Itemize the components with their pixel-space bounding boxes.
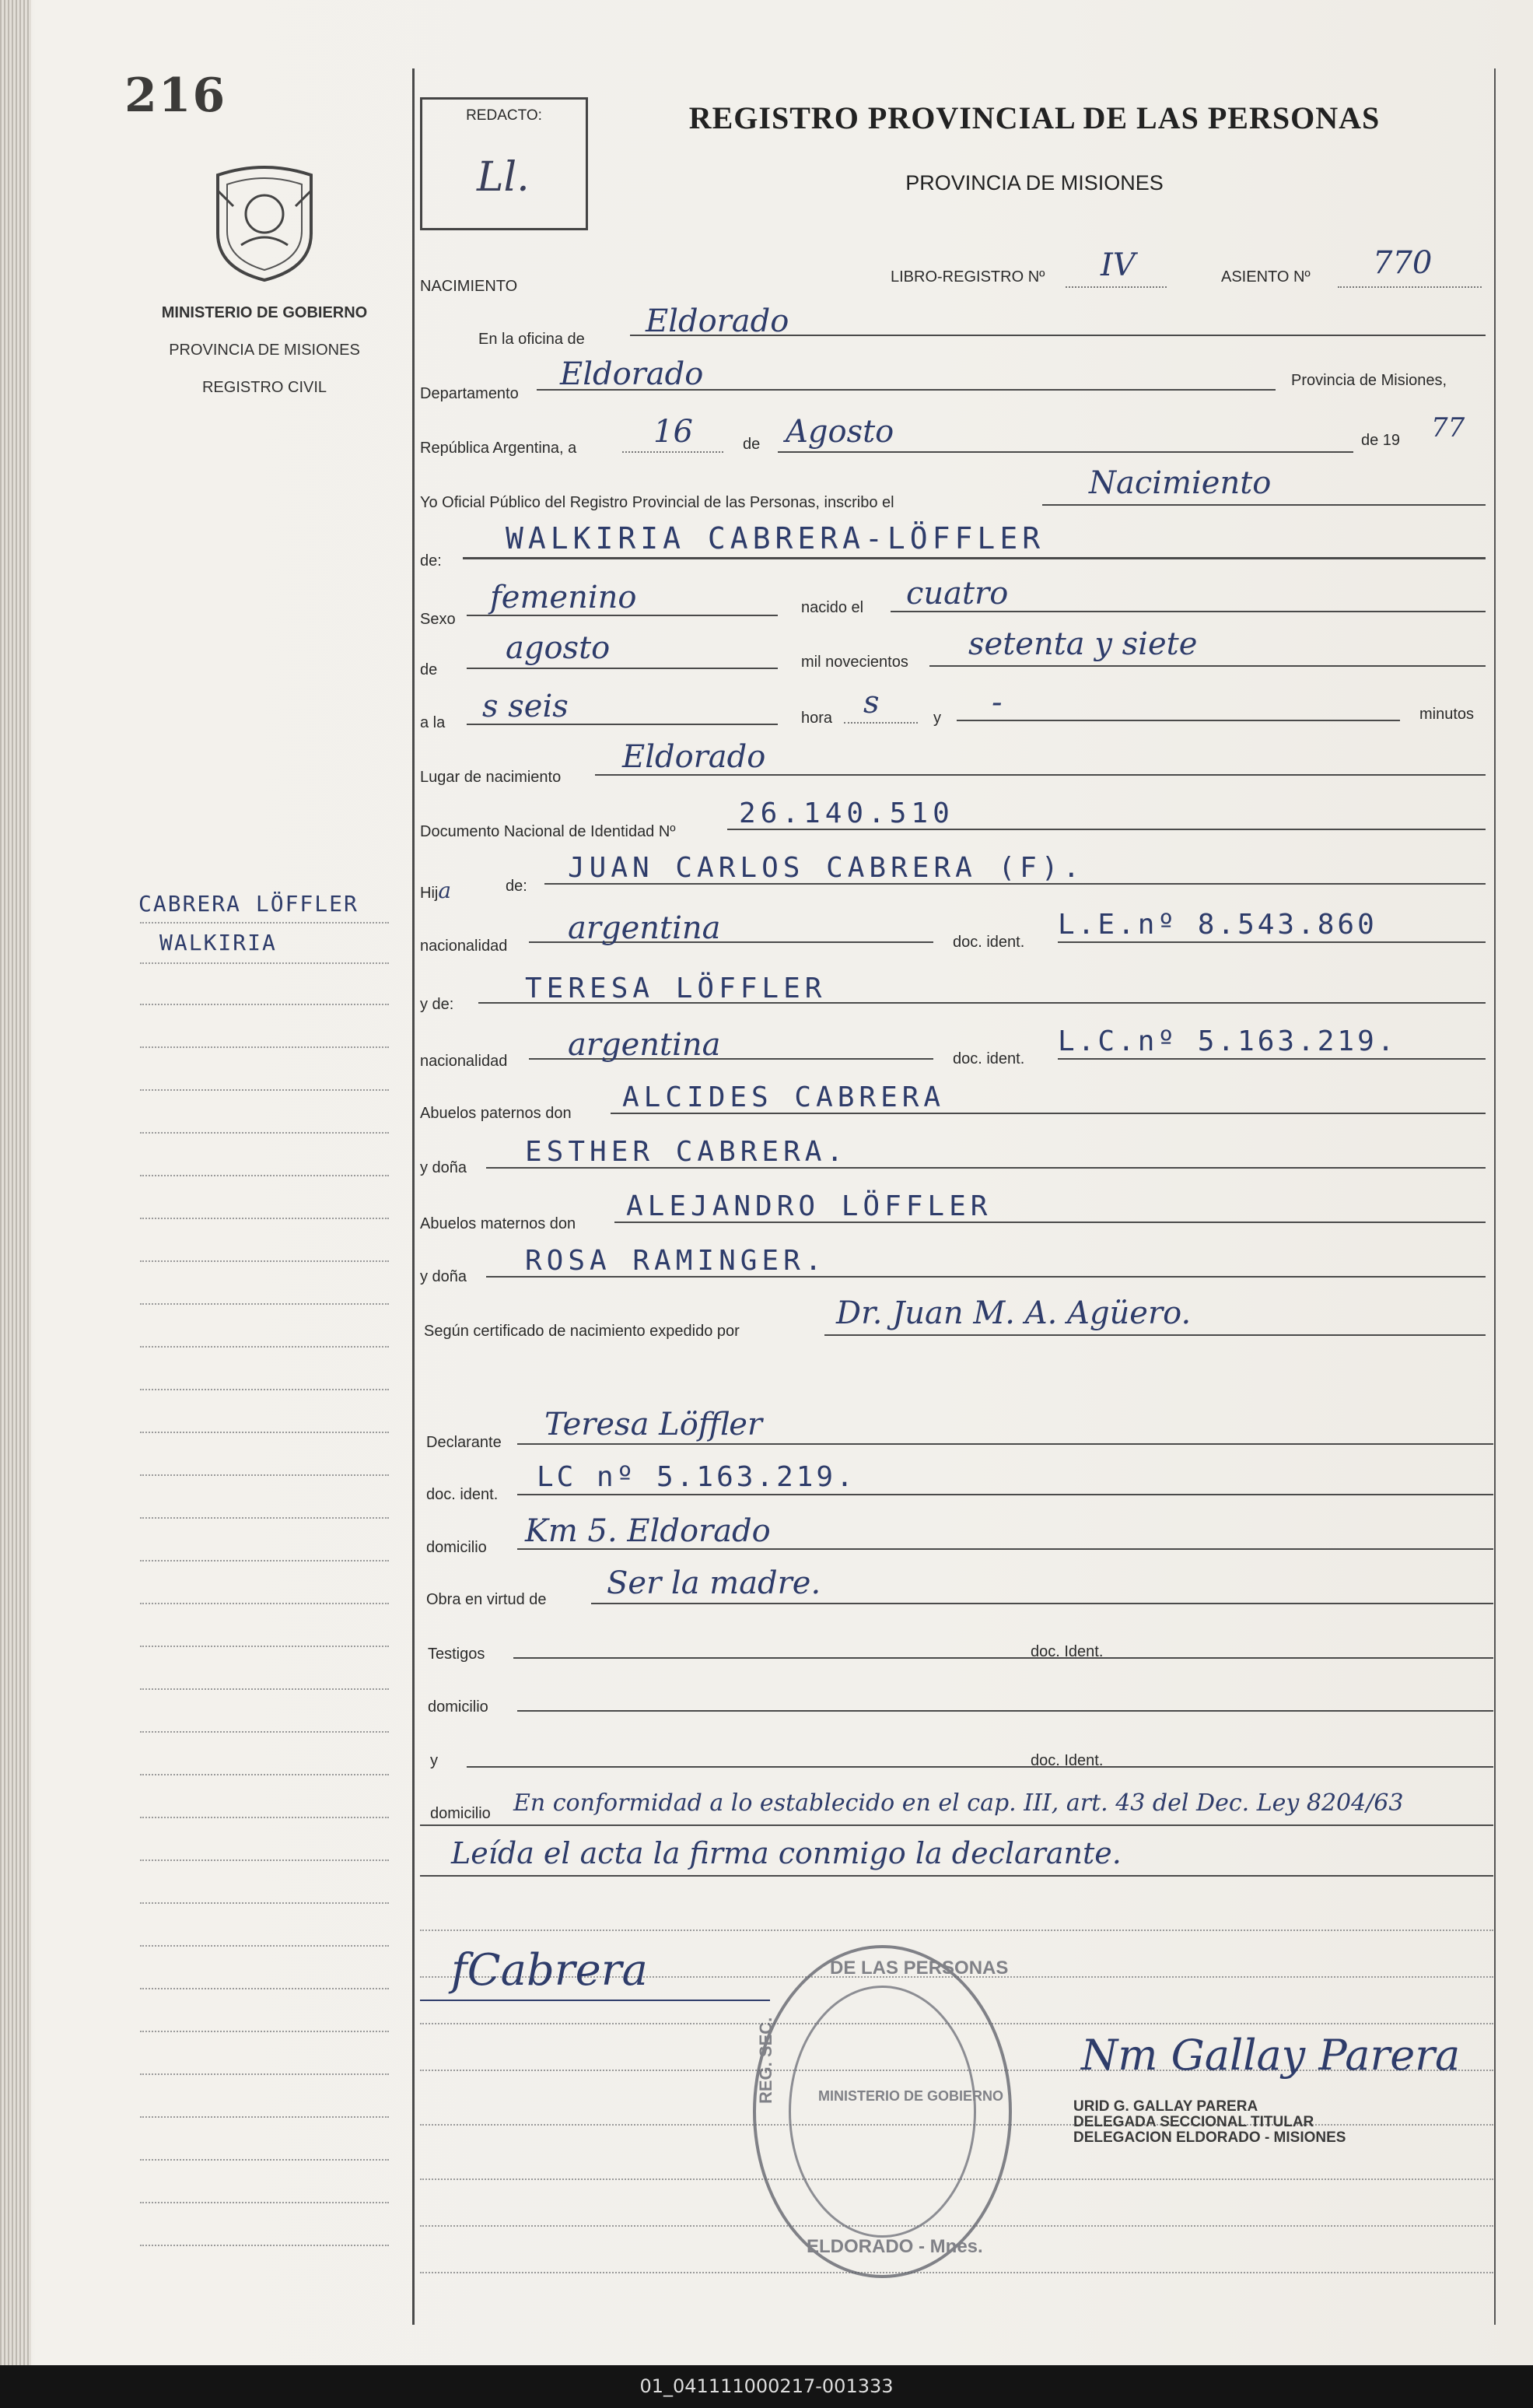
republica-label: República Argentina, a [420,440,577,457]
doc1-label: doc. ident. [953,934,1025,951]
asiento-label: ASIENTO Nº [1221,268,1311,286]
abpat-label: Abuelos paternos don [420,1105,572,1122]
cert-label: Según certificado de nacimiento expedido por [424,1323,740,1340]
inscribo-value: Nacimiento [1089,465,1272,501]
domicilio2-label: domicilio [428,1698,488,1716]
mes-value: Agosto [786,414,894,450]
domicilio-value: Km 5. Eldorado [525,1513,771,1549]
lugar-label: Lugar de nacimiento [420,769,562,786]
document-subtitle: PROVINCIA DE MISIONES [905,171,1164,195]
provincia-label: Provincia de Misiones, [1291,372,1447,389]
declarante-value: Teresa Löffler [544,1407,762,1442]
ministry-line1: MINISTERIO DE GOBIERNO [161,304,368,321]
padre-value: JUAN CARLOS CABRERA (F). [568,852,1085,884]
docident-label: doc. Ident. [1031,1643,1104,1660]
dona2-label: y doña [420,1268,467,1285]
de2-value: agosto [506,630,611,666]
ala-value: s seis [482,689,569,724]
hijo-label [420,878,451,903]
y2-label: y [430,1752,438,1769]
de-name-label: de: [420,552,442,570]
domicilio-label: domicilio [426,1539,487,1556]
margin-note-line2: WALKIRIA [159,930,277,955]
redacto-box [420,97,588,230]
sexo-value: femenino [490,580,637,615]
oficina-value: Eldorado [646,303,789,339]
hijo-label-text: Hij [420,885,439,902]
dona1-label: y doña [420,1159,467,1176]
image-caption: 01_041111000217-001333 [0,2365,1533,2408]
de-label: de [743,436,761,453]
delegada-line1: URID G. GALLAY PARERA [1073,2098,1258,2115]
doc2-label: doc. ident. [953,1050,1025,1067]
nacido-value: cuatro [906,576,1009,612]
hijo-de-label: de: [506,878,527,895]
nac2-value: argentina [568,1027,721,1063]
page-edges [0,0,31,2365]
milnov-label: mil novecientos [801,654,908,671]
nacido-label: nacido el [801,599,864,616]
abpat-value: ALCIDES CABRERA [622,1081,946,1113]
dni-label: Documento Nacional de Identidad Nº [420,823,676,840]
asiento-value: 770 [1373,245,1433,281]
ministry-line3: REGISTRO CIVIL [201,379,327,396]
departamento-value: Eldorado [560,356,704,392]
min-value: - [992,685,1003,720]
ministry-line2: PROVINCIA DE MISIONES [169,342,360,359]
dona2-value: ROSA RAMINGER. [525,1245,827,1277]
libro-value: IV [1101,247,1136,283]
nac2-label: nacionalidad [420,1053,508,1070]
delegada-block [1073,2099,1346,2146]
stamp-left: REG. SEC. [756,2017,775,2104]
dni-value: 26.140.510 [739,797,954,829]
docident2-label: doc. Ident. [1031,1752,1104,1769]
anio-label: de 19 [1361,432,1401,449]
name-value: WALKIRIA CABRERA-LÖFFLER [506,521,1045,556]
de2-label: de [420,661,438,678]
nacimiento-label: NACIMIENTO [420,278,518,295]
minutos-label: minutos [1419,706,1475,723]
milnov-value: setenta y siete [968,626,1198,662]
cert-value: Dr. Juan M. A. Agüero. [836,1295,1192,1331]
stamp-top: DE LAS PERSONAS [830,1958,1009,1979]
dona1-value: ESTHER CABRERA. [525,1136,849,1168]
redacto-label: REDACTO: [466,107,542,124]
madre-value: TERESA LÖFFLER [525,973,827,1004]
official-seal [753,1945,1012,2278]
margin-note-line1: CABRERA LÖFFLER [138,891,359,917]
dia-value: 16 [653,414,693,450]
provincial-crest-icon [210,159,319,284]
hora-label: hora [801,710,833,727]
nac1-label: nacionalidad [420,938,508,955]
oficina-label: En la oficina de [478,331,585,348]
page-number: 216 [124,68,227,123]
oficial-label: Yo Oficial Público del Registro Provincial de las Personas, inscribo el [420,494,894,511]
anio-value: 77 [1431,412,1465,443]
domicilio3-label: domicilio [430,1805,491,1822]
departamento-label: Departamento [420,385,519,402]
signature-declarante: fCabrera [451,1945,648,1996]
document-title: REGISTRO PROVINCIAL DE LAS PERSONAS [688,100,1381,135]
nota-value: En conformidad a lo establecido en el cap. III, art. 43 del Dec. Ley 8204/63 [513,1789,1404,1817]
doc2-value: L.C.nº 5.163.219. [1058,1025,1398,1057]
yde-label: y de: [420,996,454,1013]
docid-label: doc. ident. [426,1486,499,1503]
hora-value: s [863,685,880,720]
libro-label: LIBRO-REGISTRO Nº [891,268,1045,286]
nac1-value: argentina [568,910,721,946]
declarante-label: Declarante [426,1434,502,1451]
stamp-inner: MINISTERIO DE GOBIERNO [818,2088,1004,2104]
delegada-line3: DELEGACION ELDORADO - MISIONES [1073,2129,1346,2146]
obra-value: Ser la madre. [607,1565,821,1601]
doc1-value: L.E.nº 8.543.860 [1058,909,1377,941]
redacto-value: Ll. [477,154,530,201]
testigos-label: Testigos [428,1646,485,1663]
abmat-label: Abuelos maternos don [420,1215,576,1232]
obra-label: Obra en virtud de [426,1591,547,1608]
sexo-label: Sexo [420,611,456,628]
nota2-value: Leída el acta la firma conmigo la declarante. [451,1836,1122,1870]
delegada-line2: DELEGADA SECCIONAL TITULAR [1073,2114,1314,2130]
ala-label: a la [420,714,446,731]
signature-oficial: Nm Gallay Parera [1081,2031,1461,2080]
abmat-value: ALEJANDRO LÖFFLER [626,1190,992,1222]
stamp-bottom: ELDORADO - Mnes. [807,2236,983,2257]
ministry-heading [117,294,412,406]
hijo-suffix: a [438,878,452,903]
lugar-value: Eldorado [622,739,766,775]
y-label: y [933,710,941,727]
docid-value: LC nº 5.163.219. [537,1461,856,1493]
